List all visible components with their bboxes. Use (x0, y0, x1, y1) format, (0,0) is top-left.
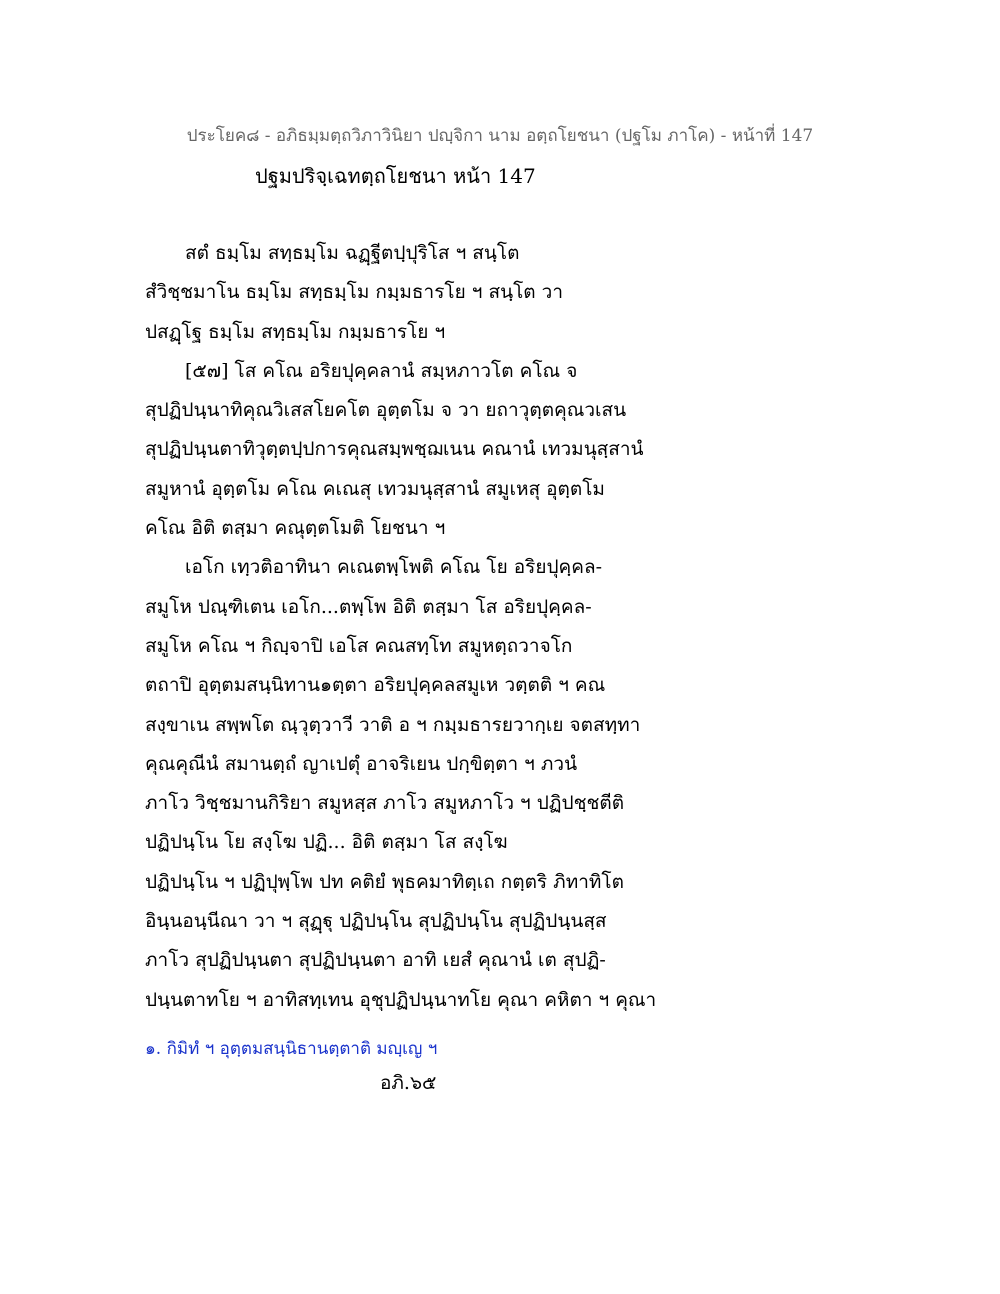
text-line: ภาโว สุปฏิปนฺนตา สุปฏิปนฺนตา อาทิ เยสํ คุณานํ เต สุปฏิ- (145, 949, 606, 972)
page-title: ปฐมปริจฺเฉทตฺถโยชนา หน้า 147 (255, 164, 536, 188)
text-line: สุปฏิปนฺนาทิคุณวิเสสโยคโต อุตฺตโม จ วา ยถาวุตฺตคุณวเสน (145, 399, 627, 422)
page-marker: อภิ.๖๕ (380, 1072, 437, 1094)
text-line: อินฺนอนฺนีณา วา ฯ สุฏฺฐุ ปฏิปนฺโน สุปฏิปนฺโน สุปฏิปนฺนสฺส (145, 910, 607, 933)
footnote: ๑. กิมิทํ ฯ อุตฺตมสนฺนิธานตฺตาติ มญฺเญ ฯ (145, 1039, 438, 1059)
running-header: ประโยค๘ - อภิธมฺมตฺถวิภาวินิยา ปญฺจิกา นาม อตฺถโยชนา (ปฐโม ภาโค) - หน้าที่ 147 (186, 126, 814, 146)
text-line: เอโก เทฺวติอาทินา คเณตพฺโพติ คโณ โย อริยปุคฺคล- (185, 556, 603, 579)
text-line: สมูโห คโณ ฯ กิญฺจาปิ เอโส คณสทฺโท สมูหตฺถวาจโก (145, 634, 573, 657)
text-line: ปนฺนตาทโย ฯ อาทิสทฺเทน อุชุปฏิปนฺนาทโย คุณา คหิตา ฯ คุณา (145, 988, 657, 1011)
text-line: สตํ ธมฺโม สทฺธมฺโม ฉฏฺฐีตปฺปุริโส ฯ สนฺโต (185, 242, 520, 264)
text-line: สมูหานํ อุตฺตโม คโณ คเณสุ เทวมนุสฺสานํ สมูเหสุ อุตฺตโม (145, 477, 605, 500)
text-line: สํวิชฺชมาโน ธมฺโม สทฺธมฺโม กมฺมธารโย ฯ สนฺโต วา (145, 281, 563, 304)
text-line: ตถาปิ อุตฺตมสนฺนิทาน๑ตฺตา อริยปุคฺคลสมูเห วตฺตติ ฯ คณ (145, 674, 606, 697)
text-line: [๕๗] โส คโณ อริยปุคฺคลานํ สมฺหภาวโต คโณ จ (185, 359, 578, 382)
body-text (145, 238, 685, 1024)
text-line: ปฏิปนฺโน ฯ ปฏิปุพฺโพ ปท คติยํ พุธคมาทิตฺเถ กตฺตริ ภิทาทิโต (145, 870, 624, 893)
text-line: ภาโว วิชฺชมานกิริยา สมูหสฺส ภาโว สมูหภาโว ฯ ปฏิปชฺชตีติ (145, 792, 625, 815)
text-line: คโณ อิติ ตสฺมา คณุตฺตโมติ โยชนา ฯ (145, 517, 446, 540)
text-line: ปสฏฺโฐ ธมฺโม สทฺธมฺโม กมฺมธารโย ฯ (145, 320, 446, 343)
text-line: คุณคุณีนํ สมานตฺถํ ญาเปตุํ อาจริเยน ปกฺขิตฺตา ฯ ภวนํ (145, 752, 578, 775)
text-line: ปฏิปนฺโน โย สงฺโฆ ปฏิ... อิติ ตสฺมา โส สงฺโฆ (145, 831, 508, 854)
text-line: สมูโห ปณฺฑิเตน เอโก...ตพฺโพ อิติ ตสฺมา โส อริยปุคฺคล- (145, 595, 592, 618)
text-line: สุปฏิปนฺนตาทิวุตฺตปฺปการคุณสมฺพชฺฌเนน คณานํ เทวมนุสฺสานํ (145, 438, 644, 461)
text-line: สงฺขาเน สพฺพโต ณฺวุตฺวาวี วาติ อ ฯ กมฺมธารยวากฺเย จตสทฺทา (145, 713, 641, 736)
